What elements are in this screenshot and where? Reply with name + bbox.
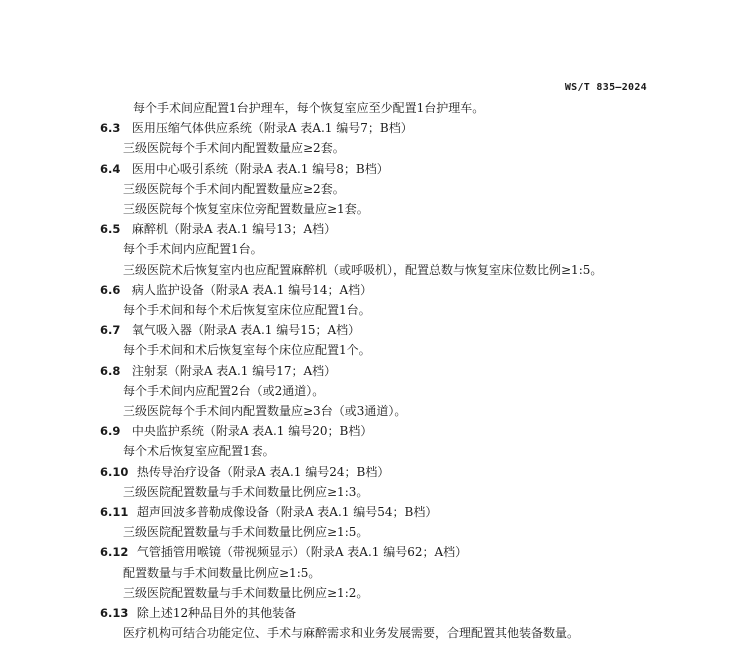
paragraph: 医疗机构可结合功能定位、手术与麻醉需求和业务发展需要，合理配置其他装备数量。 [123, 626, 580, 641]
section-heading-6-7 [100, 322, 360, 338]
paragraph: 每个手术间和每个术后恢复室床位应配置1台。 [123, 303, 371, 317]
paragraph: 三级医院每个手术间内配置数量应≥2套。 [123, 141, 345, 156]
section-heading-6-8 [100, 363, 336, 379]
section-title: 麻醉机（附录A 表A.1 编号13；A档） [131, 222, 337, 237]
section-number: 6.5 [100, 222, 121, 237]
section-number: 6.12 [100, 545, 129, 560]
paragraph: 配置数量与手术间数量比例应≥1:5。 [123, 565, 321, 580]
section-number: 6.8 [100, 363, 121, 378]
paragraph: 每个手术间内应配置1台。 [123, 242, 263, 257]
section-title: 氧气吸入器（附录A 表A.1 编号15；A档） [131, 323, 361, 338]
section-heading-6-13 [100, 605, 296, 621]
section-title: 热传导治疗设备（附录A 表A.1 编号24；B档） [136, 464, 390, 479]
section-title: 中央监护系统（附录A 表A.1 编号20；B档） [131, 424, 373, 439]
paragraph: 每个手术间和术后恢复室每个床位应配置1个。 [123, 343, 371, 358]
section-title: 医用压缩气体供应系统（附录A 表A.1 编号7；B档） [131, 121, 413, 136]
paragraph: 三级医院配置数量与手术间数量比例应≥1:5。 [123, 525, 369, 540]
section-heading-6-12 [100, 544, 467, 560]
section-number: 6.6 [100, 282, 121, 297]
paragraph: 三级医院每个恢复室床位旁配置数量应≥1套。 [123, 202, 369, 216]
paragraph: 三级医院配置数量与手术间数量比例应≥1:3。 [123, 484, 369, 499]
section-heading-6-9 [100, 423, 372, 439]
standard-code: WS/T 835—2024 [564, 82, 647, 93]
section-heading-6-11 [100, 504, 437, 520]
section-title: 医用中心吸引系统（附录A 表A.1 编号8；B档） [131, 161, 389, 176]
paragraph: 三级医院每个手术间内配置数量应≥3台（或3通道）。 [123, 404, 407, 418]
section-title: 注射泵（附录A 表A.1 编号17；A档） [131, 363, 337, 378]
section-number: 6.13 [100, 606, 129, 620]
paragraph: 三级医院每个手术间内配置数量应≥2套。 [123, 181, 345, 196]
section-number: 6.3 [100, 121, 121, 136]
section-number: 6.11 [100, 505, 129, 519]
section-heading-6-5 [100, 221, 336, 237]
section-number: 6.9 [100, 424, 121, 439]
section-heading-6-3 [100, 120, 413, 136]
paragraph: 三级医院配置数量与手术间数量比例应≥1:2。 [123, 585, 369, 600]
section-number: 6.7 [100, 323, 121, 338]
section-title: 气管插管用喉镜（带视频显示）（附录A 表A.1 编号62；A档） [136, 545, 468, 560]
paragraph: 每个手术间应配置1台护理车，每个恢复室应至少配置1台护理车。 [133, 101, 485, 115]
section-title: 病人监护设备（附录A 表A.1 编号14；A档） [131, 282, 373, 297]
section-heading-6-6 [100, 282, 372, 298]
section-title: 除上述12种品目外的其他装备 [136, 606, 297, 620]
section-number: 6.4 [100, 161, 121, 176]
paragraph: 三级医院术后恢复室内也应配置麻醉机（或呼吸机），配置总数与恢复室床位数比例≥1:5。 [123, 262, 603, 277]
section-heading-6-10 [100, 464, 389, 480]
section-number: 6.10 [100, 464, 129, 479]
paragraph: 每个手术间内应配置2台（或2通道）。 [123, 383, 325, 398]
paragraph: 每个术后恢复室应配置1套。 [123, 444, 275, 459]
section-heading-6-4 [100, 161, 389, 177]
section-title: 超声回波多普勒成像设备（附录A 表A.1 编号54；B档） [136, 505, 438, 519]
